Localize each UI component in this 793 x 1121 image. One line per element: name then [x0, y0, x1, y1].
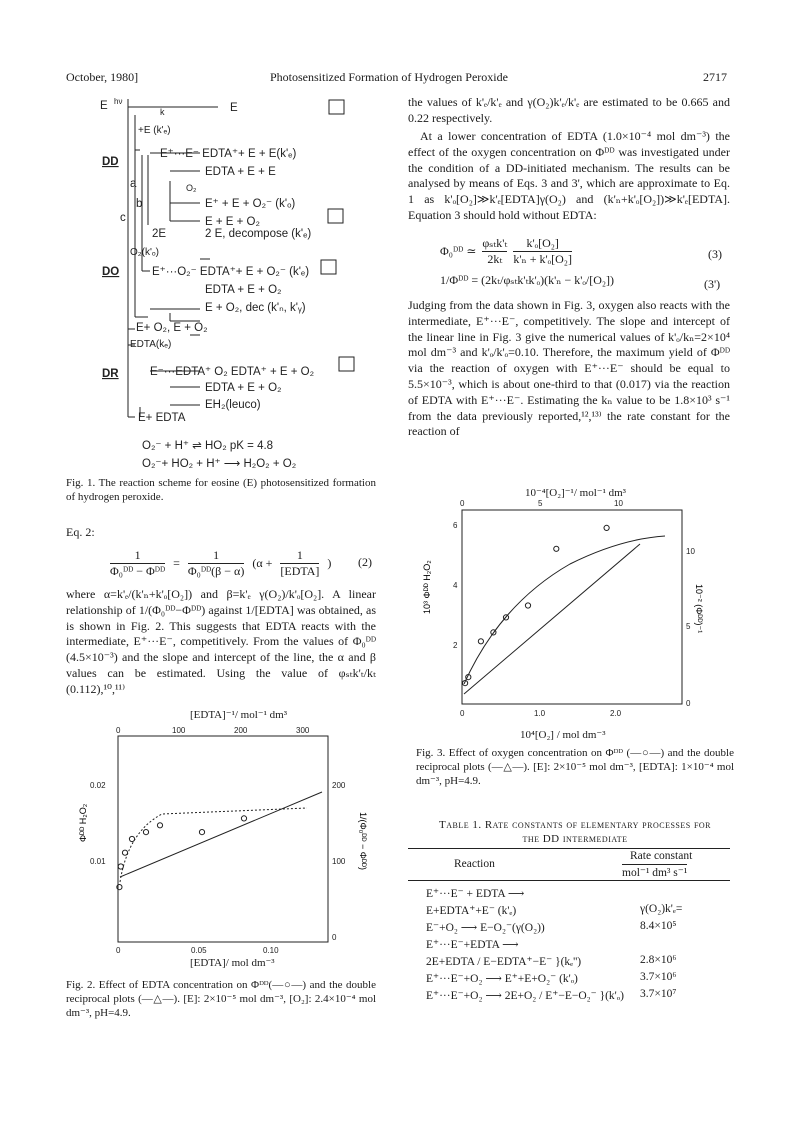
- data-point: [525, 603, 530, 608]
- svg-text:2: 2: [453, 641, 458, 650]
- table1-row-reaction: E⁺···E⁻+O₂ ⟶ E⁺+E+O₂⁻ (k'ₒ): [426, 973, 578, 985]
- fig2-right-axis-label: 1/(Φ₀ᴰᴰ − Φᴰᴰ): [358, 812, 368, 871]
- fig2-top-axis-label: [EDTA]⁻¹/ mol⁻¹ dm³: [190, 709, 288, 721]
- label-dr: DR: [102, 368, 119, 380]
- table1-col2b: mol⁻¹ dm³ s⁻¹: [622, 864, 687, 879]
- svg-text:E: E: [230, 102, 238, 114]
- fig3-caption: Fig. 3. Effect of oxygen concentration on Φᴰᴰ (—○—) and the double reciprocal plots (—△—). [E]: 2×10⁻⁵ mol dm⁻³, [EDTA]: 1×10⁻⁴ mol dm⁻³, pH=4.9.: [416, 747, 734, 787]
- svg-text:0: 0: [460, 499, 465, 508]
- svg-text:0.01: 0.01: [90, 857, 106, 866]
- label-dd: DD: [102, 156, 119, 168]
- header-page-number: 2717: [703, 70, 727, 84]
- data-point: [478, 639, 483, 644]
- table1-title: Table 1. Rate constants of elementary processes for the DD intermediate: [438, 819, 712, 845]
- fig3-right-axis-label: 10⁻² (Φᴰᴰ)⁻¹: [694, 584, 704, 634]
- table1-row-value: γ(O₂)k'ₑ=: [640, 903, 683, 915]
- eq3: Φ₀ᴰᴰ ≃ φₛₜk'ₜ 2kₜ k'ₒ[O₂] k'ₙ + k'ₒ[O₂] 1/Φᴰᴰ = (2kₜ/φₛₜk'ₜk'ₒ)(k'ₙ − k'ₒ/[O₂]): [440, 236, 615, 287]
- svg-text:300: 300: [296, 726, 310, 735]
- fig2-left-axis-label: Φᴰᴰ H₂O₂: [78, 803, 88, 842]
- svg-text:EDTA + E + E: EDTA + E + E: [205, 166, 276, 178]
- label-b: b: [136, 198, 143, 210]
- fig1-scheme: [90, 95, 390, 470]
- svg-text:0: 0: [686, 699, 691, 708]
- fig3-bottom-axis-label: 10⁴[O₂] / mol dm⁻³: [520, 729, 606, 741]
- data-point: [129, 836, 134, 841]
- svg-text:2 E, decompose (k'ₑ): 2 E, decompose (k'ₑ): [205, 228, 312, 240]
- svg-text:hν: hν: [114, 97, 123, 106]
- svg-text:E+ O₂, E + O₂: E+ O₂, E + O₂: [136, 322, 208, 334]
- label-do: DO: [102, 266, 120, 278]
- table1-row-reaction: E⁺···E⁻+O₂ ⟶ 2E+O₂ / E⁺−E−O₂⁻ }(k'ₒ): [426, 990, 624, 1002]
- fig3-left-axis-label: 10³ Φᴰᴰ H₂O₂: [422, 560, 432, 614]
- svg-text:k: k: [160, 107, 165, 117]
- svg-text:4: 4: [453, 581, 458, 590]
- eq3p-number: (3'): [704, 277, 721, 291]
- data-point: [241, 816, 246, 821]
- table1-row-reaction: 2E+EDTA / E−EDTA⁺−E⁻ }(kₑ''): [426, 956, 582, 968]
- fig1-eq1: O₂⁻ + H⁺ ⇌ HO₂ pK = 4.8: [142, 440, 274, 452]
- svg-text:5: 5: [686, 622, 691, 631]
- svg-text:1.0: 1.0: [534, 709, 546, 718]
- svg-text:200: 200: [332, 781, 346, 790]
- table1-row-reaction: E⁺···E⁻ + EDTA ⟶: [426, 888, 525, 900]
- eq3-number: (3): [708, 247, 722, 261]
- header-title: Photosensitized Formation of Hydrogen Peroxide: [270, 70, 508, 84]
- fig1-caption: Fig. 1. The reaction scheme for eosine (E) photosensitized formation of hydrogen peroxide.: [66, 477, 376, 503]
- eq2-number: (2): [358, 555, 372, 569]
- right-para1: At a lower concentration of EDTA (1.0×10⁻⁴ mol dm⁻³) the effect of the oxygen concentration on Φᴰᴰ was investigated under the condition of a DD-initiated mechanism. The results can be analysed by means of Eqs. 3 and 3', which are approximate to Eq. 1 as k'ₒ[O₂]≫k'ₑ[EDTA]γ(O₂) and (k'ₙ+k'ₒ[O₂])≫k'ₑ[EDTA]. Equation 3 should hold without EDTA:: [408, 129, 730, 222]
- svg-text:0: 0: [116, 726, 121, 735]
- table1-row-value: 2.8×10⁶: [640, 954, 677, 966]
- eq2: 1 Φ₀ᴰᴰ − Φᴰᴰ = $\frac{1}{\text{Φ₀ᴰᴰ(β − α)}}$ (α + 1 [EDTA] ): [110, 548, 332, 578]
- data-point: [199, 830, 204, 835]
- table1-col1: Reaction: [454, 858, 495, 870]
- svg-text:E⁻···EDTA⁺ O₂ EDTA⁺ + E + O₂: E⁻···EDTA⁺ O₂ EDTA⁺ + E + O₂: [150, 366, 315, 378]
- svg-text:2E: 2E: [152, 228, 167, 240]
- fig3-top-axis-label: 10⁻⁴[O₂]⁻¹/ mol⁻¹ dm³: [525, 487, 626, 499]
- svg-text:E: E: [100, 100, 108, 112]
- svg-text:O₂: O₂: [186, 183, 197, 193]
- svg-text:10: 10: [614, 499, 623, 508]
- data-point: [122, 850, 127, 855]
- table1-row-reaction: E⁻+O₂ ⟶ E−O₂⁻(γ(O₂)): [426, 922, 545, 934]
- data-point: [118, 864, 123, 869]
- left-para1: where α=k'ₑ/(k'ₙ+k'ₒ[O₂]) and β=k'ₑ γ(O₂)/k'ₒ[O₂]. A linear relationship of 1/(Φ₀ᴰᴰ−Φᴰᴰ) against 1/[EDTA] was obtained, as is shown in Fig. 2. This suggests that EDTA reacts with the intermediate, E⁺···E⁻, competitively. From the values of Φ₀ᴰᴰ (4.5×10⁻³) and the slope and intercept of the line, the α and β values can be estimated. Using the value of φₛₜk'ₜ/kₜ (0.112),¹⁰,¹¹⁾: [66, 587, 376, 696]
- fig1-eq2: O₂⁻+ HO₂ + H⁺ ⟶ H₂O₂ + O₂: [142, 458, 297, 470]
- table1-row-value: 3.7×10⁶: [640, 971, 677, 983]
- svg-text:5: 5: [538, 499, 543, 508]
- svg-text:10: 10: [686, 547, 695, 556]
- svg-text:0.10: 0.10: [263, 946, 279, 955]
- svg-text:+E (k'ₑ): +E (k'ₑ): [138, 125, 171, 136]
- svg-text:0: 0: [116, 946, 121, 955]
- table1-row-value: 3.7×10⁷: [640, 988, 677, 1000]
- table1-col2a: Rate constant: [630, 850, 693, 862]
- right-para0: the values of k'ₑ/k'ₑ and γ(O₂)k'ₑ/k'ₑ are estimated to be 0.665 and 0.22 respectively.: [408, 95, 730, 125]
- data-point: [554, 546, 559, 551]
- svg-text:O₂(k'ₒ): O₂(k'ₒ): [130, 247, 160, 258]
- table1: [408, 848, 730, 1018]
- table1-row-reaction: E⁺···E⁻+EDTA ⟶: [426, 939, 519, 951]
- header-left: October, 1980]: [66, 70, 139, 84]
- label-c: c: [120, 212, 126, 224]
- svg-text:2.0: 2.0: [610, 709, 622, 718]
- right-para2: Judging from the data shown in Fig. 3, oxygen also reacts with the intermediate, E⁺···E⁻, competitively. The slope and intercept of the linear line in Fig. 3 give the numerical values of k'ₒ/kₙ=2×10⁴ mol dm⁻³ and k'ₒ/k'ₒ=0.10. Therefore, the maximum yield of Φᴰᴰ via the reaction of oxygen with E⁺···E⁻ should be equal to 5.5×10⁻³, which is about one-third to that (0.017) via the reaction of EDTA with E⁺···E⁻. Estimating the kₙ value to be 1.8×10³ s⁻¹ from the data previously reported,¹²,¹³⁾ the rate constant for the reaction of: [408, 298, 730, 439]
- svg-text:0.02: 0.02: [90, 781, 106, 790]
- svg-text:E⁺ + E + O₂⁻ (k'ₒ): E⁺ + E + O₂⁻ (k'ₒ): [205, 198, 296, 210]
- svg-text:E+ EDTA: E+ EDTA: [138, 412, 186, 424]
- svg-text:E + O₂, dec (k'ₙ, k'ᵧ): E + O₂, dec (k'ₙ, k'ᵧ): [205, 302, 306, 314]
- label-a: a: [130, 178, 137, 190]
- svg-text:0.05: 0.05: [191, 946, 207, 955]
- fig2-chart: [72, 722, 372, 972]
- table1-row-reaction: E+EDTA⁺+E⁻ (k'ₑ): [426, 905, 517, 917]
- svg-text:EDTA + E + O₂: EDTA + E + O₂: [205, 284, 282, 296]
- svg-text:E⁺···O₂⁻ EDTA⁺+ E + O₂⁻ (k'ₑ): E⁺···O₂⁻ EDTA⁺+ E + O₂⁻ (k'ₑ): [152, 266, 310, 278]
- data-point: [157, 823, 162, 828]
- fig3-chart: [420, 494, 704, 744]
- svg-text:6: 6: [453, 521, 458, 530]
- data-point: [604, 525, 609, 530]
- svg-text:0: 0: [332, 933, 337, 942]
- eq2-intro: Eq. 2:: [66, 525, 95, 539]
- table1-row-value: 8.4×10⁵: [640, 920, 677, 932]
- svg-text:100: 100: [332, 857, 346, 866]
- data-point: [143, 830, 148, 835]
- fig2-bottom-axis-label: [EDTA]/ mol dm⁻³: [190, 957, 275, 969]
- svg-text:E + E + O₂: E + E + O₂: [205, 216, 260, 228]
- svg-text:0: 0: [460, 709, 465, 718]
- svg-text:EDTA(kₑ): EDTA(kₑ): [130, 339, 172, 350]
- fig2-caption: Fig. 2. Effect of EDTA concentration on Φᴰᴰ(—○—) and the double reciprocal plots (—△—). [E]: 2×10⁻⁵ mol dm⁻³, [O₂]: 2.4×10⁻⁴ mol dm⁻³, pH=4.9.: [66, 979, 376, 1019]
- svg-text:100: 100: [172, 726, 186, 735]
- svg-text:200: 200: [234, 726, 248, 735]
- svg-text:EDTA + E + O₂: EDTA + E + O₂: [205, 382, 282, 394]
- svg-text:EH₂(leuco): EH₂(leuco): [205, 399, 261, 411]
- svg-text:E⁺···E⁻ EDTA⁺+ E + E(k'ₑ): E⁺···E⁻ EDTA⁺+ E + E(k'ₑ): [160, 148, 297, 160]
